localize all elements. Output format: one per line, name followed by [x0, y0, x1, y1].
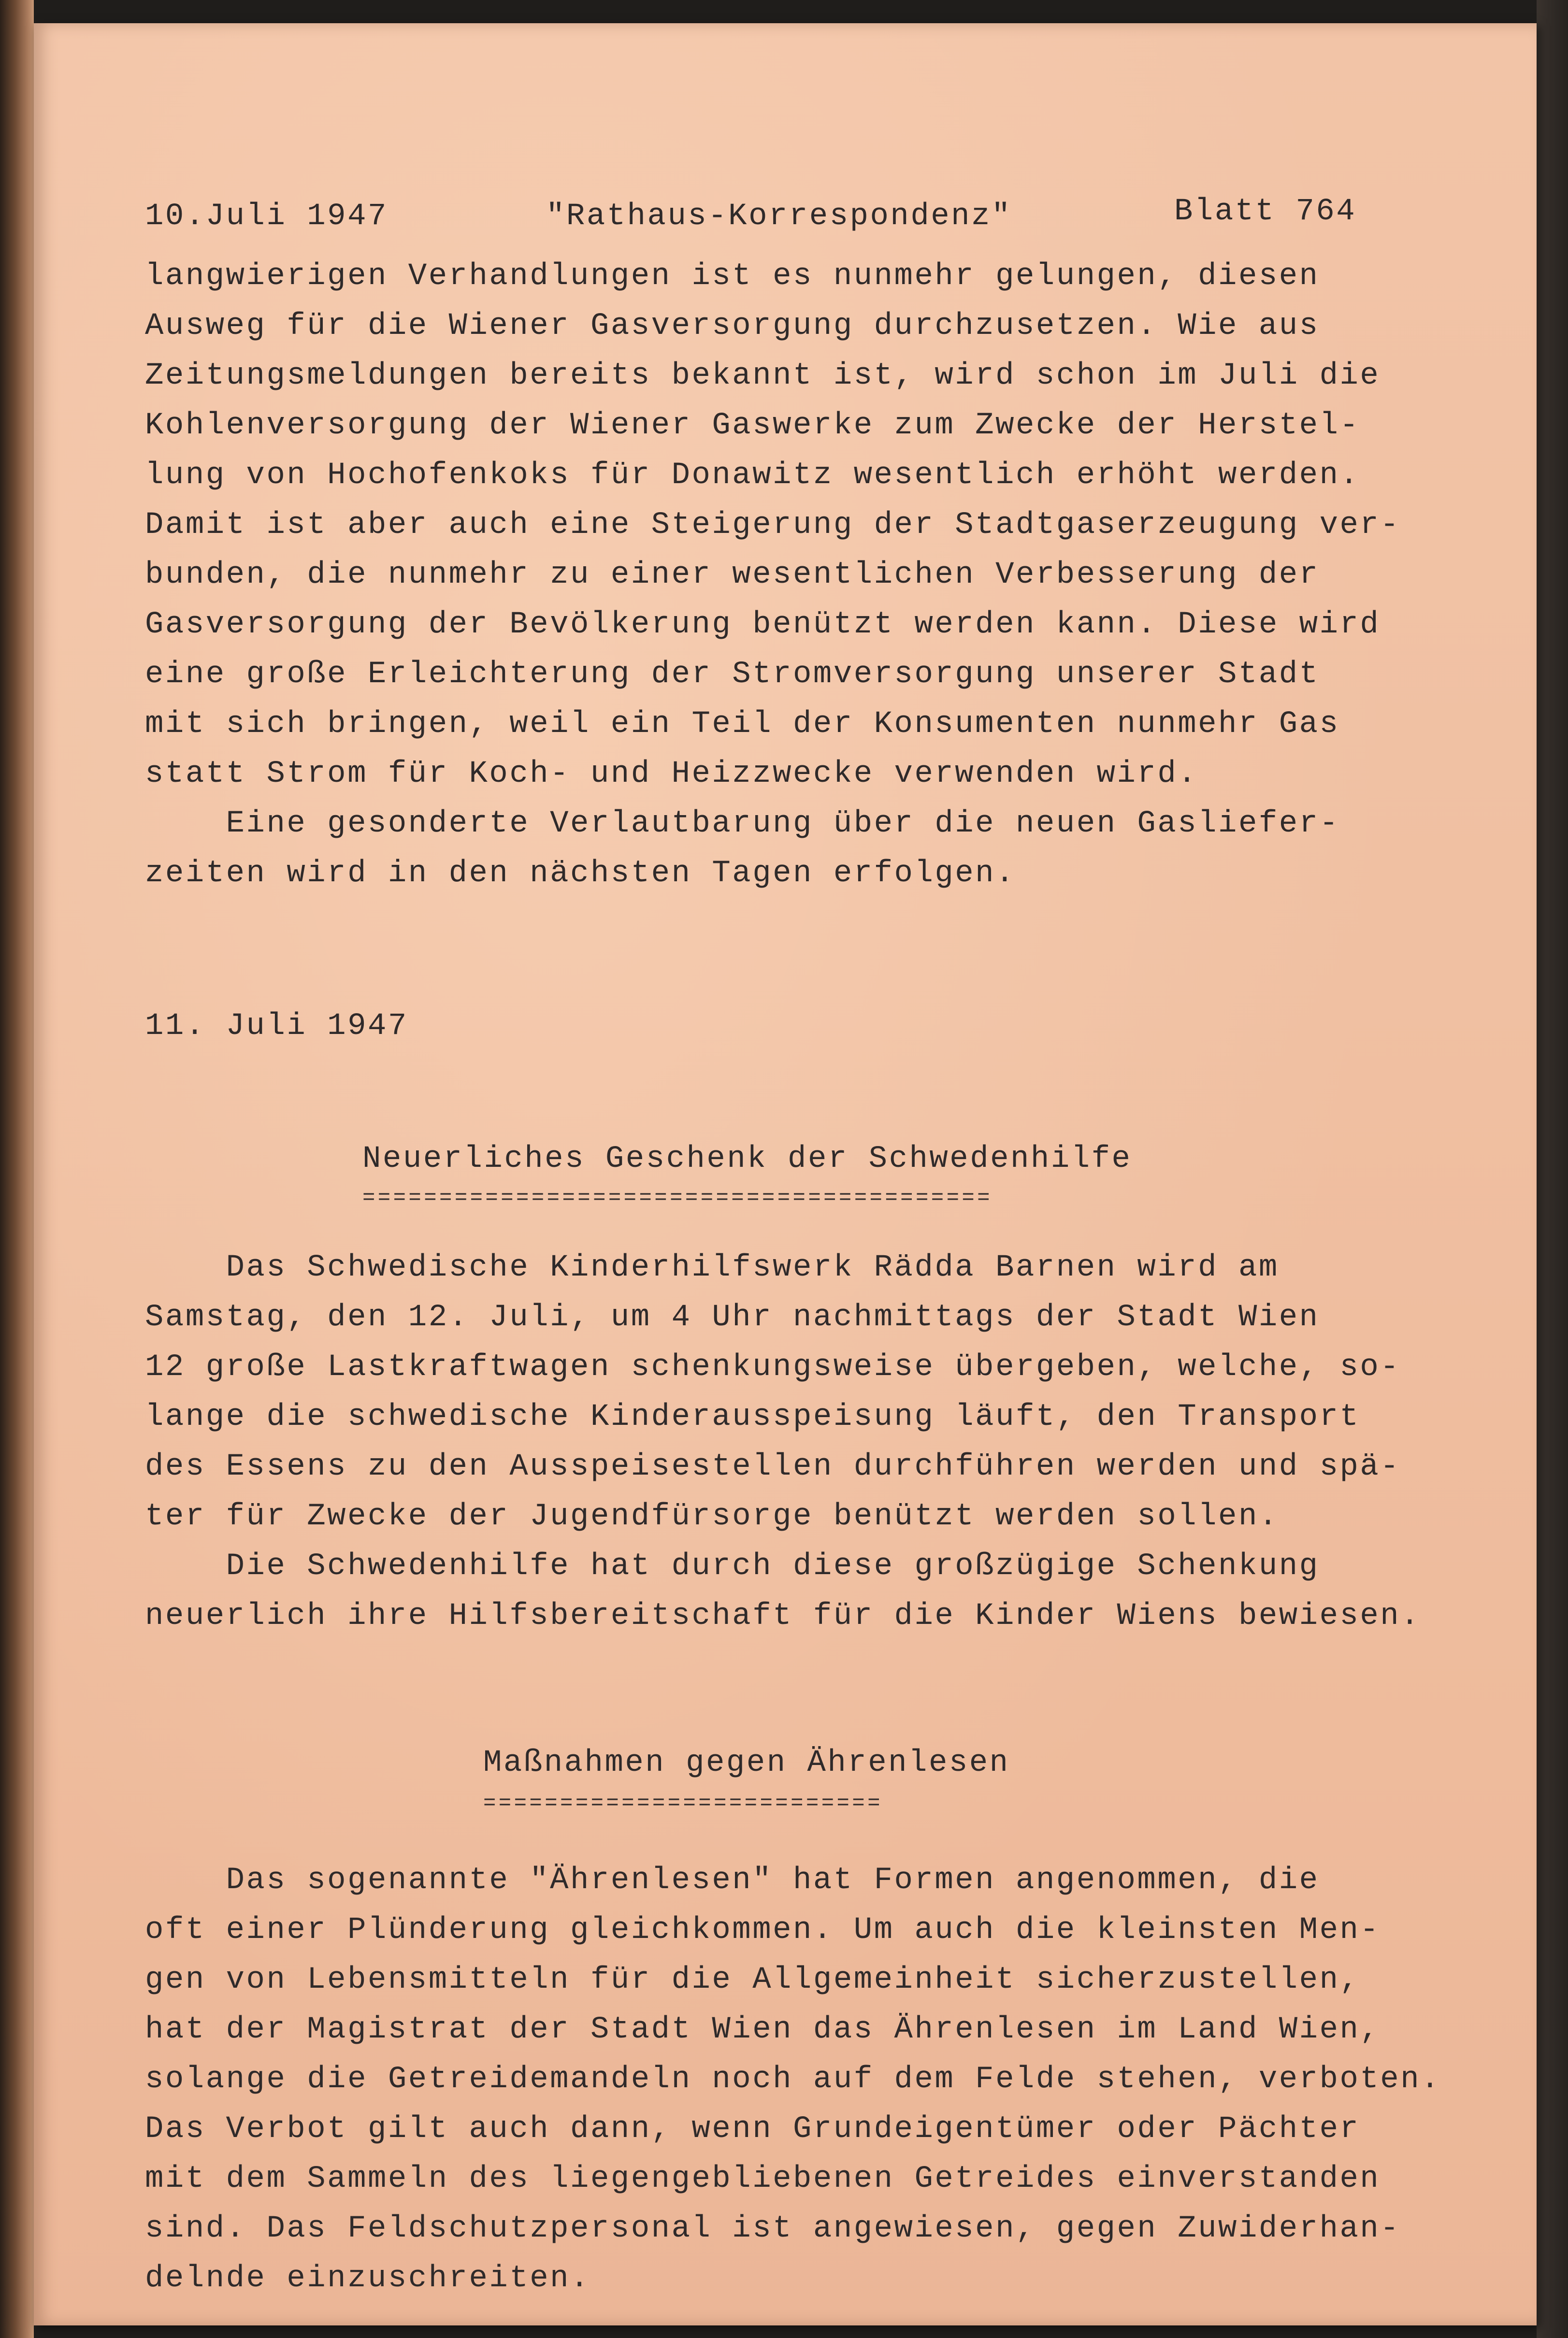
section-heading: Neuerliches Geschenk der Schwedenhilfe — [362, 1142, 1132, 1176]
text-line: Gasversorgung der Bevölkerung benützt werden kann. Diese wird — [145, 607, 1381, 642]
text-line: neuerlich ihre Hilfsbereitschaft für die Kinder Wiens bewiesen. — [145, 1599, 1421, 1634]
header-date: 10.Juli 1947 — [145, 199, 388, 234]
text-line: Samstag, den 12. Juli, um 4 Uhr nachmittags der Stadt Wien — [145, 1300, 1320, 1335]
text-line: mit dem Sammeln des liegengebliebenen Getreides einverstanden — [145, 2162, 1381, 2196]
text-line: gen von Lebensmitteln für die Allgemeinheit sicherzustellen, — [145, 1963, 1360, 1997]
text-line: Ausweg für die Wiener Gasversorgung durchzusetzen. Wie aus — [145, 309, 1320, 344]
document-page — [34, 23, 1537, 2325]
text-line: bunden, die nunmehr zu einer wesentlichen Verbesserung der — [145, 558, 1320, 592]
text-line: Das sogenannte "Ährenlesen" hat Formen angenommen, die — [145, 1863, 1320, 1898]
header-sheet-number: Blatt 764 — [1174, 194, 1357, 229]
background-edge — [1537, 0, 1568, 2338]
text-line: lange die schwedische Kinderausspeisung läuft, den Transport — [145, 1400, 1360, 1434]
heading-underline: ========================== — [483, 1792, 883, 1816]
heading-underline: ========================================= — [362, 1186, 993, 1210]
text-line: 12 große Lastkraftwagen schenkungsweise übergeben, welche, so- — [145, 1350, 1401, 1385]
text-line: lung von Hochofenkoks für Donawitz wesentlich erhöht werden. — [145, 458, 1360, 493]
text-line: zeiten wird in den nächsten Tagen erfolgen. — [145, 856, 1016, 891]
text-line: langwierigen Verhandlungen ist es nunmehr gelungen, diesen — [145, 259, 1320, 294]
text-line: statt Strom für Koch- und Heizzwecke verwenden wird. — [145, 757, 1198, 791]
text-line: Kohlenversorgung der Wiener Gaswerke zum Zwecke der Herstel- — [145, 408, 1360, 443]
text-line: delnde einzuschreiten. — [145, 2261, 590, 2296]
text-line: hat der Magistrat der Stadt Wien das Ährenlesen im Land Wien, — [145, 2012, 1381, 2047]
text-line: solange die Getreidemandeln noch auf dem Felde stehen, verboten. — [145, 2062, 1441, 2097]
text-line: des Essens zu den Ausspeisestellen durchführen werden und spä- — [145, 1449, 1401, 1484]
binding-edge — [0, 0, 34, 2338]
text-line: ter für Zwecke der Jugendfürsorge benützt werden sollen. — [145, 1499, 1279, 1534]
text-line: Eine gesonderte Verlautbarung über die neuen Gasliefer- — [145, 806, 1340, 841]
header-publication: "Rathaus-Korrespondenz" — [546, 199, 1012, 234]
text-line: Die Schwedenhilfe hat durch diese großzügige Schenkung — [145, 1549, 1320, 1584]
text-line: sind. Das Feldschutzpersonal ist angewiesen, gegen Zuwiderhan- — [145, 2211, 1401, 2246]
text-line: oft einer Plünderung gleichkommen. Um auch die kleinsten Men- — [145, 1913, 1381, 1948]
text-line: Damit ist aber auch eine Steigerung der Stadtgaserzeugung ver- — [145, 508, 1401, 543]
section-heading: Maßnahmen gegen Ährenlesen — [483, 1746, 1010, 1780]
text-line: Das Schwedische Kinderhilfswerk Rädda Barnen wird am — [145, 1250, 1279, 1285]
text-line: Zeitungsmeldungen bereits bekannt ist, wird schon im Juli die — [145, 359, 1381, 393]
text-line: mit sich bringen, weil ein Teil der Konsumenten nunmehr Gas — [145, 707, 1340, 742]
date-heading: 11. Juli 1947 — [145, 1009, 408, 1044]
text-line: eine große Erleichterung der Stromversorgung unserer Stadt — [145, 657, 1320, 692]
text-line: Das Verbot gilt auch dann, wenn Grundeigentümer oder Pächter — [145, 2112, 1360, 2147]
